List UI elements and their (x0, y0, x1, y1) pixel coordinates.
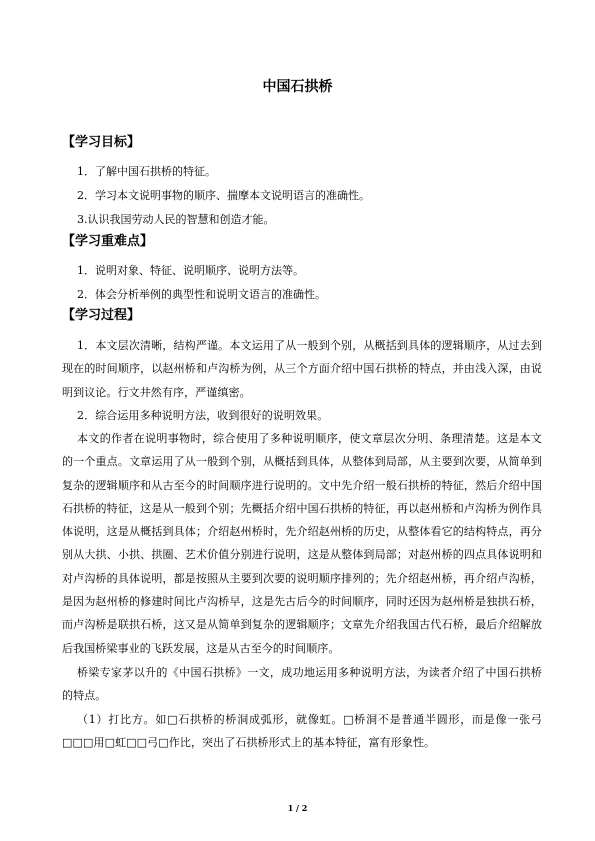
page-number: 1 / 2 (287, 803, 308, 813)
section-heading-goals: 【学习目标】 (62, 135, 141, 150)
page-title: 中国石拱桥 (262, 79, 333, 95)
process-paragraph: 桥梁专家茅以升的《中国石拱桥》一文，成功地运用多种说明方法，为读者介绍了中国石拱桥的特点。 (62, 666, 542, 703)
process-paragraph: 1．本文层次清晰，结构严谨。本文运用了从一般到个别，从概括到具体的逻辑顺序，从过去到现在的时间顺序，以赵州桥和卢沟桥为例，从三个方面介绍中国石拱桥的特点，并由浅入深，由说明到议论。行文井然有序，严谨缜密。 (62, 339, 542, 399)
goal-item: 1．了解中国石拱桥的特征。 (77, 165, 216, 178)
process-paragraph: 2．综合运用多种说明方法，收到很好的说明效果。 (77, 409, 329, 422)
section-heading-process: 【学习过程】 (62, 308, 141, 323)
key-point-item: 1．说明对象、特征、说明顺序、说明方法等。 (77, 264, 304, 277)
key-point-item: 2．体会分析举例的典型性和说明文语言的准确性。 (77, 288, 326, 301)
process-paragraph: （1）打比方。如□石拱桥的桥洞成弧形，就像虹。□桥洞不是普通半圆形，而是像一张弓□□□用□虹□□弓□作比，突出了石拱桥形式上的基本特征，富有形象性。 (62, 713, 542, 750)
process-paragraph: 本文的作者在说明事物时，综合使用了多种说明顺序，使文章层次分明、条理清楚。这是本文的一个重点。文章运用了从一般到个别，从概括到具体，从整体到局部，从主要到次要，从简单到复杂的逻辑顺序和从古至今的时间顺序进行说明的。文中先介绍一般石拱桥的特征，然后介绍中国石拱桥的特征，这是从一般到个别；先概括介绍中国石拱桥的特征，再以赵州桥和卢沟桥为例作具体说明，这是从概括到具体；介绍赵州桥时，先介绍赵州桥的历史，从整体看它的结构特点，再分别从大拱、小拱、拱圈、艺术价值分别进行说明，这是从整体到局部；对赵州桥的四点具体说明和对卢沟桥的具体说明，都是按照从主要到次要的说明顺序排列的；先介绍赵州桥，再介绍卢沟桥，是因为赵州桥的修建时间比卢沟桥早，这是先古后今的时间顺序，同时还因为赵州桥是独拱石桥，而卢沟桥是联拱石桥，这又是从简单到复杂的逻辑顺序；文章先介绍我国古代石桥，最后介绍解放后我国桥梁事业的飞跃发展，这是从古至今的时间顺序。 (62, 432, 542, 655)
goal-item: 2．学习本文说明事物的顺序、揣摩本文说明语言的准确性。 (77, 189, 370, 202)
goal-item: 3.认识我国劳动人民的智慧和创造才能。 (77, 213, 275, 226)
section-heading-key-points: 【学习重难点】 (62, 234, 154, 249)
